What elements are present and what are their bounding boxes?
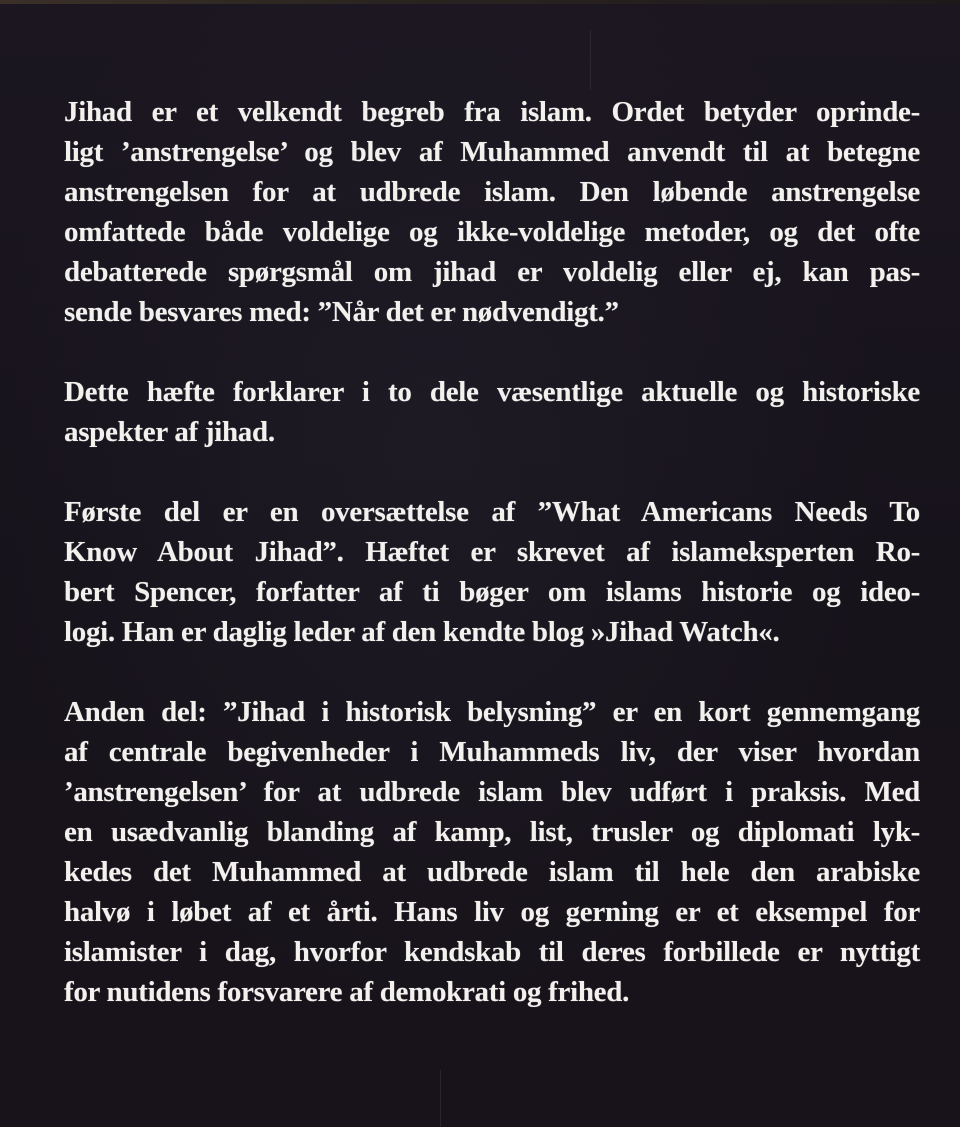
text-line: af centrale begivenheder i Muhammeds liv, der viser hvordan <box>64 736 920 768</box>
cover-top-edge <box>0 0 960 4</box>
text-line: anstrengelsen for at udbrede islam. Den løbende anstrengelse <box>64 176 920 208</box>
text-line: bert Spencer, forfatter af ti bøger om islams historie og ideo- <box>64 576 920 608</box>
text-line: ’anstrengelsen’ for at udbrede islam blev udført i praksis. Med <box>64 776 920 808</box>
blurb-text <box>64 92 920 1052</box>
text-line: for nutidens forsvarere af demokrati og frihed. <box>64 976 630 1008</box>
text-line: omfattede både voldelige og ikke-voldelige metoder, og det ofte <box>64 216 920 248</box>
text-line: aspekter af jihad. <box>64 416 275 448</box>
text-line: Første del er en oversættelse af ”What Americans Needs To <box>64 496 920 528</box>
paragraph-part-two <box>64 692 920 1012</box>
text-line: sende besvares med: ”Når det er nødvendigt.” <box>64 296 619 328</box>
text-line: debatterede spørgsmål om jihad er voldelig eller ej, kan pas- <box>64 256 920 288</box>
surface-scratch <box>440 1070 441 1127</box>
text-line: islamister i dag, hvorfor kendskab til deres forbillede er nyttigt <box>64 936 920 968</box>
text-line: Anden del: ”Jihad i historisk belysning” er en kort gennemgang <box>64 696 920 728</box>
text-line: logi. Han er daglig leder af den kendte blog »Jihad Watch«. <box>64 616 780 648</box>
text-line: kedes det Muhammed at udbrede islam til hele den arabiske <box>64 856 920 888</box>
text-line: ligt ’anstrengelse’ og blev af Muhammed anvendt til at betegne <box>64 136 920 168</box>
paragraph-part-one <box>64 492 920 652</box>
paragraph-overview <box>64 372 920 452</box>
text-line: Know About Jihad”. Hæftet er skrevet af islameksperten Ro- <box>64 536 920 568</box>
text-line: en usædvanlig blanding af kamp, list, trusler og diplomati lyk- <box>64 816 920 848</box>
surface-scratch <box>590 30 591 90</box>
paragraph-intro <box>64 92 920 332</box>
text-line: halvø i løbet af et årti. Hans liv og gerning er et eksempel for <box>64 896 920 928</box>
text-line: Jihad er et velkendt begreb fra islam. Ordet betyder oprinde- <box>64 96 920 128</box>
text-line: Dette hæfte forklarer i to dele væsentlige aktuelle og historiske <box>64 376 920 408</box>
